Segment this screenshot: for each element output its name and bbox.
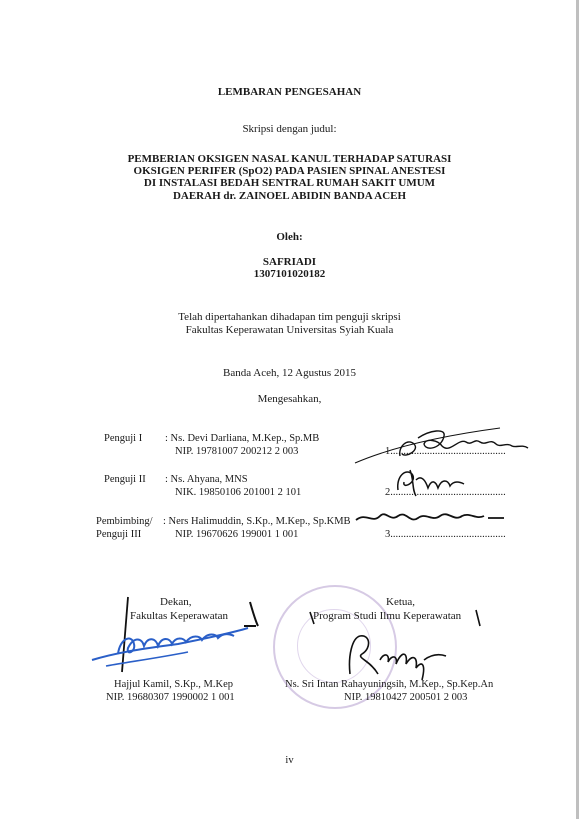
head-id: NIP. 19810427 200501 2 003: [344, 692, 468, 703]
dean-name: Hajjul Kamil, S.Kp., M.Kep: [114, 679, 233, 690]
defense-line: Fakultas Keperawatan Universitas Syiah Kuala: [185, 324, 394, 336]
examiner-name: : Ners Halimuddin, S.Kp., M.Kep., Sp.KMB: [163, 516, 351, 527]
head-unit: Program Studi Ilmu Keperawatan: [313, 610, 462, 622]
examiner-id: NIK. 19850106 201001 2 101: [175, 487, 302, 498]
thesis-title-line: DAERAH dr. ZAINOEL ABIDIN BANDA ACEH: [172, 190, 407, 202]
defense-line: Telah dipertahankan dihadapan tim penguji skripsi: [178, 311, 401, 323]
examiner-role: Penguji I: [104, 433, 143, 444]
signature-examiner-2: [392, 460, 482, 500]
thesis-title-line: PEMBERIAN OKSIGEN NASAL KANUL TERHADAP SATURASI: [127, 153, 452, 165]
signature-head: [300, 600, 500, 686]
thesis-title-line: DI INSTALASI BEDAH SENTRAL RUMAH SAKIT UMUM: [143, 177, 436, 189]
examiner-role-line2: Penguji III: [96, 529, 142, 540]
examiner-id: NIP. 19781007 200212 2 003: [175, 446, 299, 457]
author-id: 1307101020182: [253, 268, 326, 280]
head-name: Ns. Sri Intan Rahayuningsih, M.Kep., Sp.Kep.An: [285, 679, 494, 690]
examiner-id: NIP. 19670626 199001 1 001: [175, 529, 299, 540]
dean-title: Dekan,: [160, 596, 192, 608]
page-number: iv: [285, 755, 294, 766]
examiner-role: Penguji II: [104, 474, 146, 485]
signature-line: 3............................................: [385, 529, 506, 540]
examiner-role: Pembimbing/: [96, 516, 153, 527]
signature-dean: [88, 592, 278, 677]
signature-line: 2............................................: [385, 487, 506, 498]
head-title: Ketua,: [386, 596, 416, 608]
signature-examiner-3: [352, 506, 512, 532]
dean-id: NIP. 19680307 1990002 1 001: [106, 692, 235, 703]
author-name: SAFRIADI: [262, 256, 317, 268]
approve-label: Mengesahkan,: [257, 393, 322, 405]
examiner-name: : Ns. Devi Darliana, M.Kep., Sp.MB: [165, 433, 320, 444]
place-date: Banda Aceh, 12 Agustus 2015: [223, 367, 356, 379]
by-label: Oleh:: [276, 231, 303, 243]
page-title: LEMBARAN PENGESAHAN: [217, 86, 362, 98]
subtitle: Skripsi dengan judul:: [242, 123, 337, 135]
thesis-title-line: OKSIGEN PERIFER (SpO2) PADA PASIEN SPINAL ANESTESI: [133, 165, 446, 177]
signature-line: 1............................................: [385, 446, 506, 457]
examiner-name: : Ns. Ahyana, MNS: [165, 474, 248, 485]
dean-unit: Fakultas Keperawatan: [130, 610, 229, 622]
